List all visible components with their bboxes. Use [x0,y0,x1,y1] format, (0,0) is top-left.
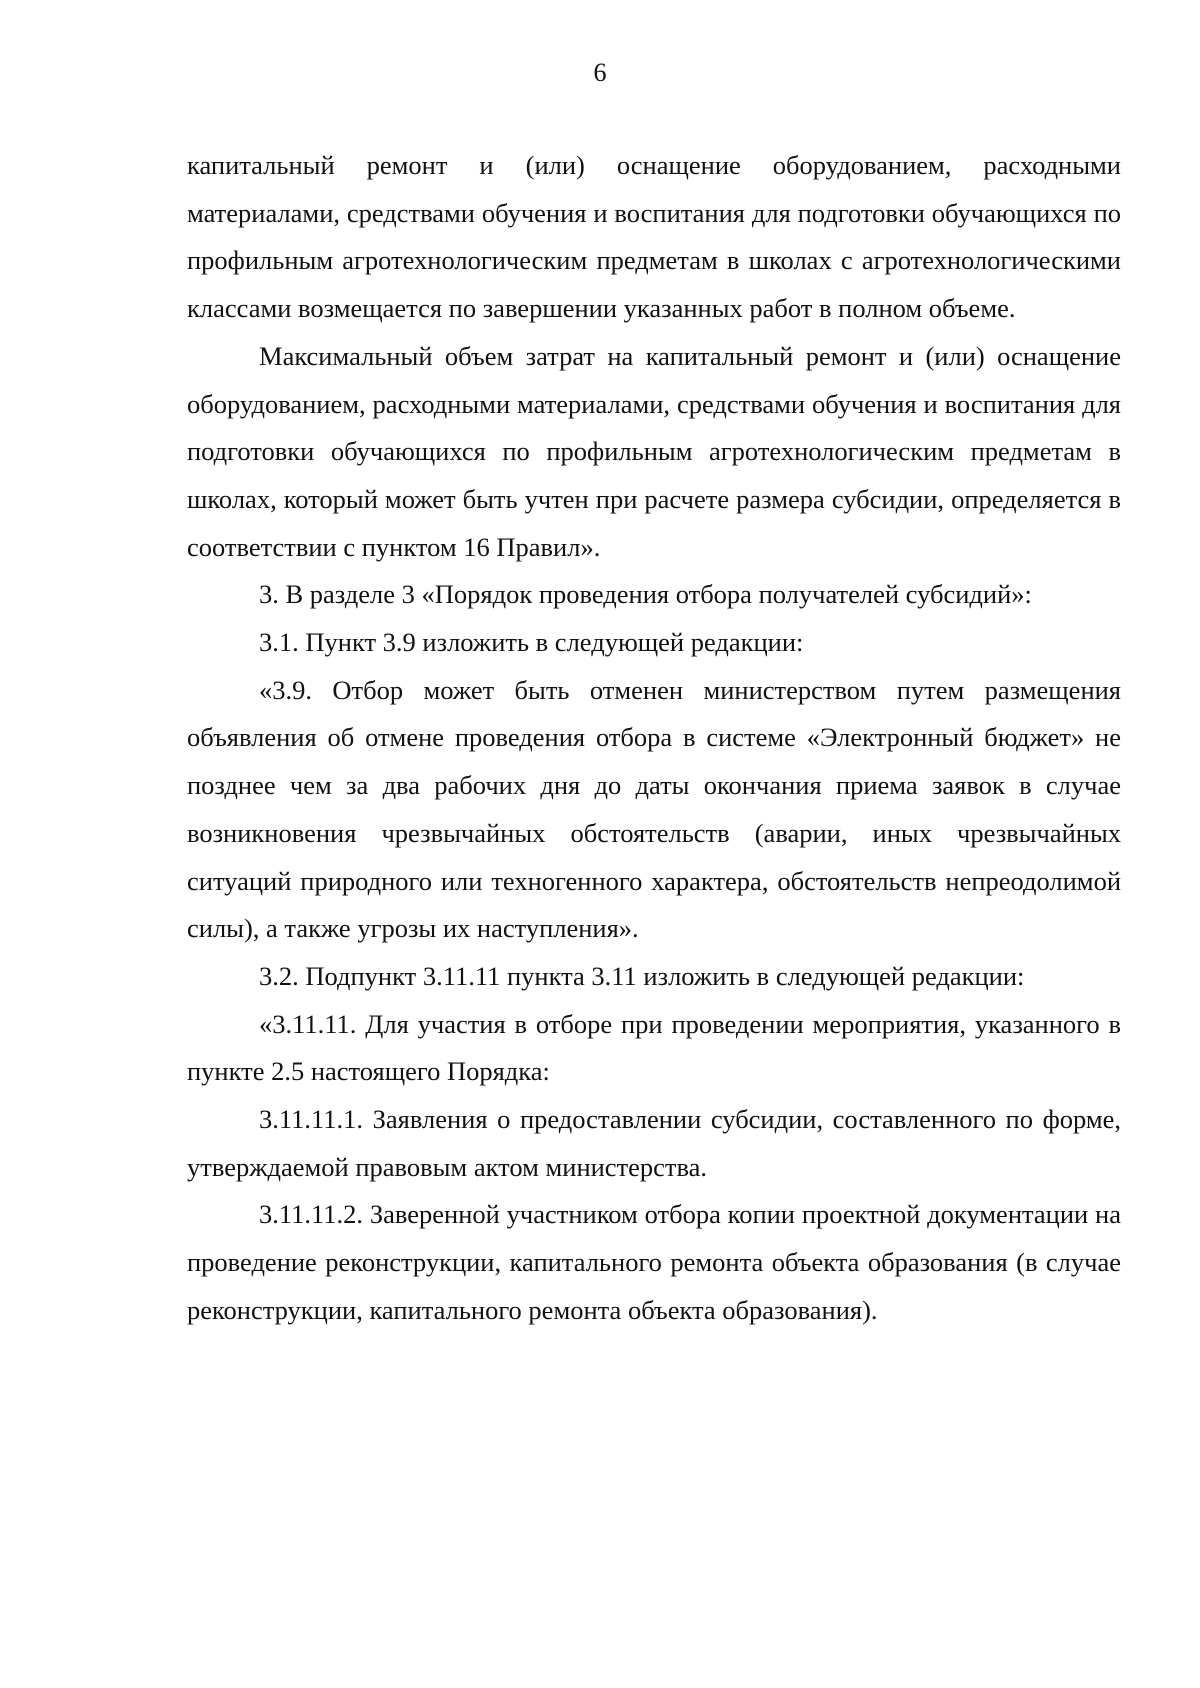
document-body [187,142,1121,1335]
paragraph-item-3-1: 3.1. Пункт 3.9 изложить в следующей редакции: [259,627,804,658]
paragraph-item-3-9: «3.9. Отбор может быть отменен министерством путем размещения объявления об отмене проведения отбора в системе «Электронный бюджет» не позднее чем за два рабочих дня до даты окончания приема заявок в случае возникновения чрезвычайных обстоятельств (аварии, иных чрезвычайных ситуаций природного или техногенного характера, обстоятельств непреодолимой силы), а также угрозы их наступления». [187,674,1121,944]
paragraph-item-3-2: 3.2. Подпункт 3.11.11 пункта 3.11 изложить в следующей редакции: [259,960,1025,991]
paragraph-item-3-11-11-2: 3.11.11.2. Заверенной участником отбора копии проектной документации на проведение реконструкции, капитального ремонта объекта образования (в случае реконструкции, капитального ремонта объекта образования). [187,1199,1121,1325]
paragraph-item-3-11-11-1: 3.11.11.1. Заявления о предоставлении субсидии, составленного по форме, утверждаемой правовым актом министерства. [187,1104,1121,1182]
page-number: 6 [593,58,607,87]
paragraph-max-costs: Максимальный объем затрат на капитальный ремонт и (или) оснащение оборудованием, расходными материалами, средствами обучения и воспитания для подготовки обучающихся по профильным агротехнологическим предметам в школах, который может быть учтен при расчете размера субсидии, определяется в соответствии с пунктом 16 Правил». [187,340,1121,562]
paragraph-continuation: капитальный ремонт и (или) оснащение оборудованием, расходными материалами, средствами обучения и воспитания для подготовки обучающихся по профильным агротехнологическим предметам в школах с агротехнологическими классами возмещается по завершении указанных работ в полном объеме. [187,150,1121,324]
paragraph-item-3-11-11: «3.11.11. Для участия в отборе при проведении мероприятия, указанного в пункте 2.5 настоящего Порядка: [187,1008,1121,1087]
paragraph-section-3: 3. В разделе 3 «Порядок проведения отбора получателей субсидий»: [259,579,1032,610]
